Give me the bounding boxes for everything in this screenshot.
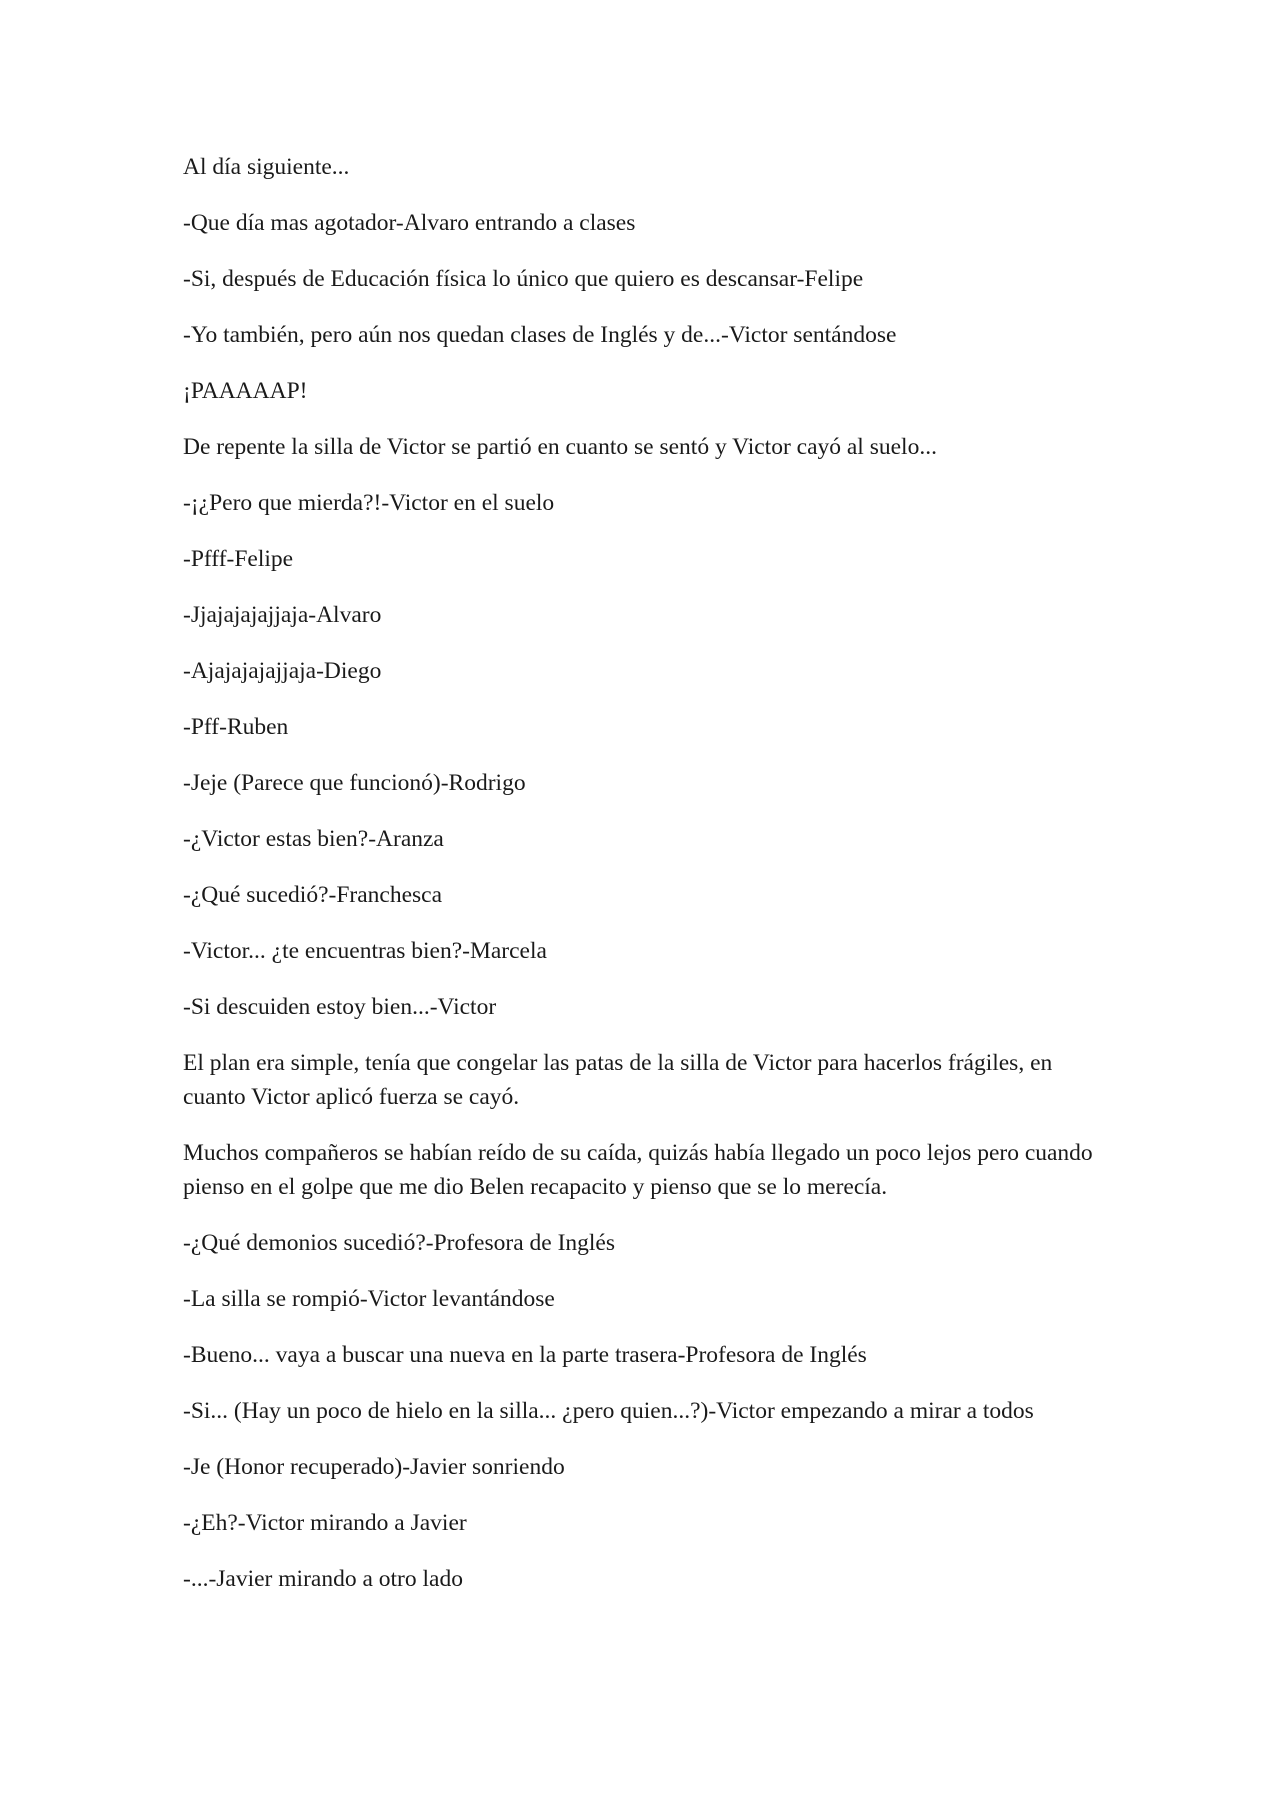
paragraph: -Je (Honor recuperado)-Javier sonriendo	[183, 1454, 565, 1480]
paragraph: Muchos compañeros se habían reído de su caída, quizás había llegado un poco lejos pero cuando pienso en el golpe que me dio Belen recapacito y pienso que se lo merecía.	[183, 1140, 1093, 1200]
paragraph: -Pfff-Felipe	[183, 546, 294, 572]
paragraph: El plan era simple, tenía que congelar las patas de la silla de Victor para hacerlos frágiles, en cuanto Victor aplicó fuerza se cayó.	[183, 1050, 1053, 1110]
paragraph: -Ajajajajajjaja-Diego	[183, 658, 382, 684]
paragraph: -Jeje (Parece que funcionó)-Rodrigo	[183, 770, 526, 796]
paragraph: -La silla se rompió-Victor levantándose	[183, 1286, 555, 1312]
paragraph: -Yo también, pero aún nos quedan clases de Inglés y de...-Victor sentándose	[183, 322, 897, 348]
paragraph: -Si, después de Educación física lo único que quiero es descansar-Felipe	[183, 266, 864, 292]
paragraph: -...-Javier mirando a otro lado	[183, 1566, 463, 1592]
paragraph: Al día siguiente...	[183, 154, 350, 180]
paragraph: -Si descuiden estoy bien...-Victor	[183, 994, 497, 1020]
paragraph: -¿Qué sucedió?-Franchesca	[183, 882, 443, 908]
paragraph: -Jjajajajajjaja-Alvaro	[183, 602, 382, 628]
paragraph: -Victor... ¿te encuentras bien?-Marcela	[183, 938, 547, 964]
paragraph: -¿Qué demonios sucedió?-Profesora de Inglés	[183, 1230, 615, 1256]
paragraph: ¡PAAAAAP!	[183, 378, 308, 404]
paragraph: -Si... (Hay un poco de hielo en la silla... ¿pero quien...?)-Victor empezando a mirar a todos	[183, 1398, 1034, 1424]
paragraph: De repente la silla de Victor se partió en cuanto se sentó y Victor cayó al suelo...	[183, 434, 937, 460]
paragraph: -¿Victor estas bien?-Aranza	[183, 826, 444, 852]
paragraph: -¿Eh?-Victor mirando a Javier	[183, 1510, 467, 1536]
document-body	[183, 150, 1103, 1618]
paragraph: -Que día mas agotador-Alvaro entrando a clases	[183, 210, 636, 236]
paragraph: -Bueno... vaya a buscar una nueva en la parte trasera-Profesora de Inglés	[183, 1342, 867, 1368]
paragraph: -¡¿Pero que mierda?!-Victor en el suelo	[183, 490, 555, 516]
paragraph: -Pff-Ruben	[183, 714, 289, 740]
